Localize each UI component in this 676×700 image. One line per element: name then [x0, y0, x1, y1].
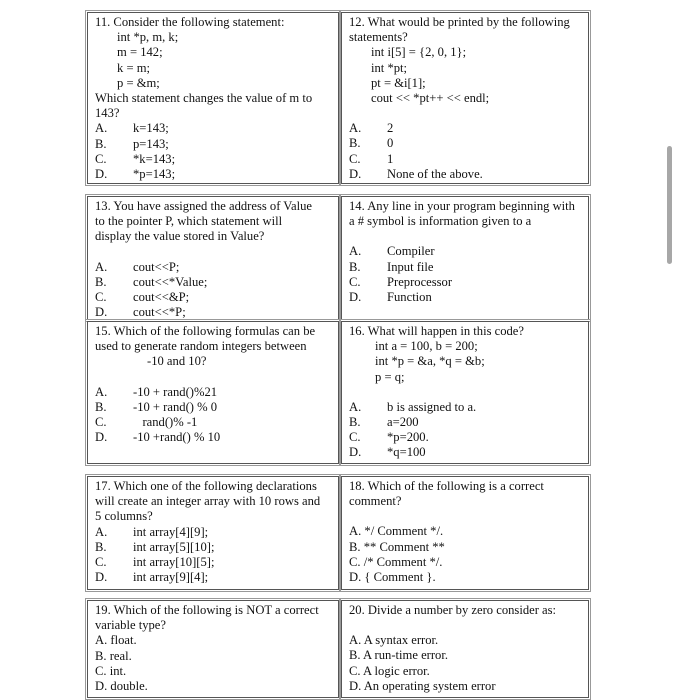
question-11-text: Which statement changes the value of m to	[95, 91, 313, 106]
option-b: B. 0	[349, 136, 394, 151]
option-b: B. -10 + rand() % 0	[95, 399, 218, 414]
question-16-cell	[341, 321, 589, 464]
code-line: int *p = &a, *q = &b;	[375, 354, 485, 369]
option-c: C. A logic error.	[349, 663, 430, 678]
code-line: int a = 100, b = 200;	[375, 339, 478, 354]
code-line: int i[5] = {2, 0, 1};	[371, 45, 467, 60]
option-c: C. /* Comment */.	[349, 554, 443, 569]
question-17-text: 17. Which one of the following declarations	[95, 479, 317, 493]
option-b: B. real.	[95, 648, 132, 663]
question-14-cell	[341, 196, 589, 320]
question-13-text: to the pointer P, which statement will	[95, 214, 283, 229]
question-15-text: 15. Which of the following formulas can be	[95, 324, 316, 338]
option-a: A. -10 + rand()%21	[95, 384, 218, 399]
option-b: B. int array[5][10];	[95, 539, 215, 554]
option-c: C. Preprocessor	[349, 274, 453, 289]
question-12-title: statements?	[349, 30, 408, 45]
code-line: pt = &i[1];	[371, 75, 426, 90]
question-17-text: 5 columns?	[95, 509, 153, 524]
question-13-cell	[87, 196, 339, 320]
option-d: D. *p=143;	[95, 167, 176, 182]
question-17-cell	[87, 476, 339, 590]
question-16-title: 16. What will happen in this code?	[349, 324, 524, 338]
question-15-text: used to generate random integers between	[95, 339, 307, 354]
code-line: int *pt;	[371, 60, 408, 75]
question-12-cell	[341, 12, 589, 184]
option-a: A. */ Comment */.	[349, 524, 444, 539]
question-17-text: will create an integer array with 10 rows and	[95, 494, 321, 509]
code-line: p = &m;	[117, 75, 160, 90]
question-18-cell	[341, 476, 589, 590]
question-11-title: 11. Consider the following statement:	[95, 15, 285, 29]
option-b: B. Input file	[349, 259, 434, 274]
option-a: A. b is assigned to a.	[349, 399, 477, 414]
option-c: C. *k=143;	[95, 151, 176, 166]
option-b: B. p=143;	[95, 136, 169, 151]
option-c: C. *p=200.	[349, 430, 429, 445]
code-line: m = 142;	[117, 45, 163, 60]
option-c: C. cout<<&P;	[95, 290, 190, 305]
option-d: D. { Comment }.	[349, 570, 436, 585]
vertical-scrollbar[interactable]	[667, 146, 672, 264]
option-d: D. *q=100	[349, 445, 426, 460]
code-line: k = m;	[117, 60, 150, 75]
option-a: A. k=143;	[95, 121, 169, 136]
question-12-title: 12. What would be printed by the following	[349, 15, 570, 29]
option-b: B. cout<<*Value;	[95, 274, 208, 289]
code-line: cout << *pt++ << endl;	[371, 91, 490, 106]
question-18-text: 18. Which of the following is a correct	[349, 479, 544, 493]
option-d: D. double.	[95, 679, 148, 694]
option-c: C. rand()% -1	[95, 415, 198, 430]
option-a: A. Compiler	[349, 244, 435, 259]
question-19-text: variable type?	[95, 618, 166, 633]
option-b: B. ** Comment **	[349, 539, 445, 554]
option-c: C. int array[10][5];	[95, 555, 215, 570]
question-20-cell	[341, 600, 589, 698]
question-15-cell	[87, 321, 339, 464]
question-14-text: a # symbol is information given to a	[349, 214, 532, 229]
option-d: D. An operating system error	[349, 678, 496, 693]
question-11-text: 143?	[95, 106, 120, 121]
question-20-text: 20. Divide a number by zero consider as:	[349, 603, 557, 617]
question-13-text: 13. You have assigned the address of Value	[95, 199, 312, 213]
option-b: B. A run-time error.	[349, 648, 448, 663]
option-c: C. 1	[349, 151, 394, 166]
code-line: int *p, m, k;	[117, 30, 179, 45]
question-11-cell	[87, 12, 339, 184]
question-14-text: 14. Any line in your program beginning with	[349, 199, 575, 213]
question-15-text: -10 and 10?	[147, 354, 207, 369]
option-b: B. a=200	[349, 415, 419, 430]
question-19-text: 19. Which of the following is NOT a correct	[95, 603, 319, 617]
option-d: D. Function	[349, 290, 432, 305]
code-line: p = q;	[375, 369, 405, 384]
question-18-text: comment?	[349, 494, 402, 509]
option-a: A. int array[4][9];	[95, 524, 209, 539]
option-a: A. cout<<P;	[95, 259, 180, 274]
option-a: A. float.	[95, 633, 137, 648]
option-d: D. int array[9][4];	[95, 570, 209, 585]
option-d: D. -10 +rand() % 10	[95, 430, 221, 445]
option-a: A. A syntax error.	[349, 633, 439, 648]
option-a: A. 2	[349, 121, 394, 136]
option-c: C. int.	[95, 663, 127, 678]
option-d: D. cout<<*P;	[95, 305, 186, 320]
question-13-text: display the value stored in Value?	[95, 229, 265, 244]
question-19-cell	[87, 600, 339, 698]
option-d: D. None of the above.	[349, 166, 483, 181]
